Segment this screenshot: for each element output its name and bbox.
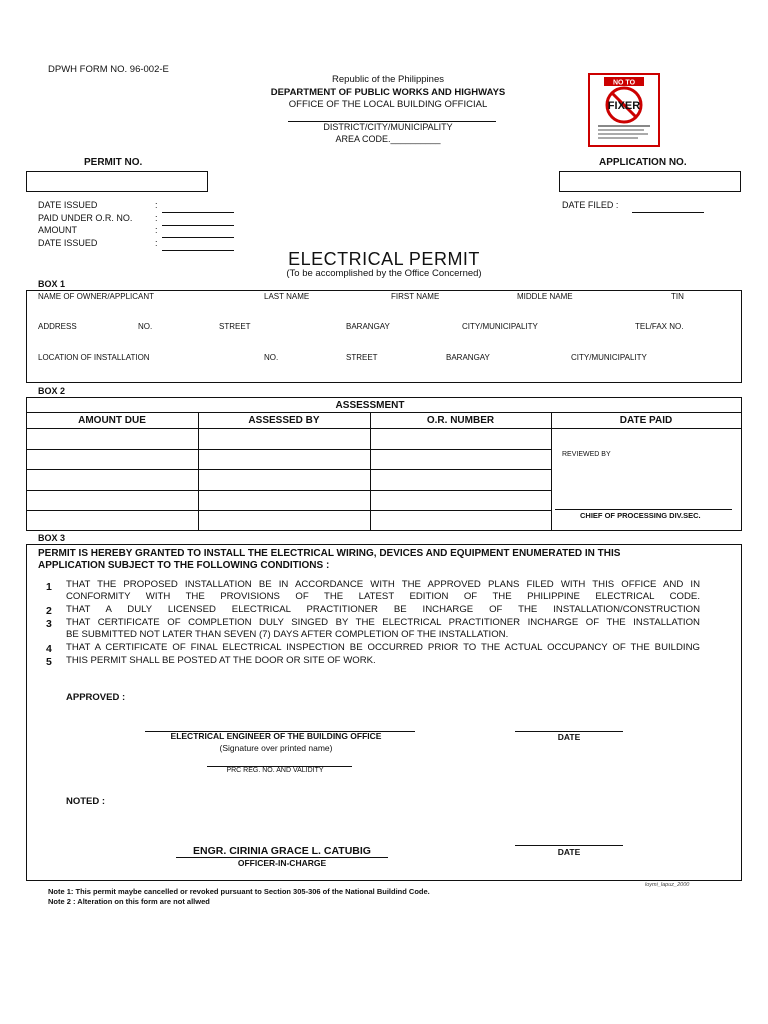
permit-no-label: PERMIT NO. [84,157,143,168]
colon: : [155,213,158,223]
no-fixer-logo [588,73,660,147]
republic-heading: Republic of the Philippines [332,74,444,85]
divider [551,412,552,531]
tin-label: TIN [671,292,684,301]
area-code-label: AREA CODE.__________ [335,134,441,144]
signature-note: (Signature over printed name) [219,743,333,753]
or-number-field[interactable] [162,225,234,226]
note-2: Note 2 : Alteration on this form are not allwed [48,897,210,906]
condition-number: 2 [46,605,52,617]
colon: : [155,238,158,248]
application-no-label: APPLICATION NO. [599,157,687,168]
date-issued-2-label: DATE ISSUED [38,238,98,248]
first-name-label: FIRST NAME [391,292,440,301]
officer-name: ENGR. CIRINIA GRACE L. CATUBIG [193,845,371,857]
approval-date-label: DATE [557,732,581,742]
office-heading: OFFICE OF THE LOCAL BUILDING OFFICIAL [288,99,488,110]
paid-under-label: PAID UNDER O.R. NO. [38,213,133,223]
box1-owner-info [26,290,742,383]
condition-text: BE SUBMITTED NOT LATER THAN SEVEN (7) DAYS AFTER COMPLETION OF THE INSTALLATION. [66,629,509,640]
location-city-label: CITY/MUNICIPALITY [571,353,647,362]
condition-text: THIS PERMIT SHALL BE POSTED AT THE DOOR OR SITE OF WORK. [66,655,376,666]
date-issued-field[interactable] [162,212,234,213]
location-label: LOCATION OF INSTALLATION [38,353,150,362]
chief-label: CHIEF OF PROCESSING DIV.SEC. [580,511,701,520]
divider [26,428,742,429]
condition-text: THAT THE PROPOSED INSTALLATION BE IN ACCORDANCE WITH THE APPROVED PLANS FILED WITH THIS OFFICE AND IN [66,579,700,590]
reviewed-by-label: REVIEWED BY [562,451,611,458]
page-subtitle: (To be accomplished by the Office Concerned) [286,268,482,279]
form-number: DPWH FORM NO. 96-002-E [48,64,169,75]
divider [198,412,199,531]
noted-date-label: DATE [557,847,581,857]
box1-label: BOX 1 [38,279,66,289]
condition-number: 4 [46,643,52,655]
note-1: Note 1: This permit maybe cancelled or revoked pursuant to Section 305-306 of the National Buildind Code. [48,887,430,896]
or-number-header: O.R. NUMBER [426,415,495,426]
box3-label: BOX 3 [38,533,66,543]
assessed-by-header: ASSESSED BY [248,415,320,426]
condition-number: 1 [46,581,52,593]
amount-field[interactable] [162,237,234,238]
condition-number: 5 [46,656,52,668]
divider [26,490,552,491]
address-city-label: CITY/MUNICIPALITY [462,322,538,331]
colon: : [155,225,158,235]
last-name-label: LAST NAME [264,292,310,301]
address-barangay-label: BARANGAY [346,322,390,331]
noted-label: NOTED : [66,796,106,807]
grant-text-line1: PERMIT IS HEREBY GRANTED TO INSTALL THE ELECTRICAL WIRING, DEVICES AND EQUIPMENT ENUMERATED IN THIS [38,548,621,559]
date-issued-label: DATE ISSUED [38,200,98,210]
date-issued-2-field[interactable] [162,250,234,251]
address-no-label: NO. [138,322,153,331]
noted-date-line[interactable] [515,845,623,846]
date-filed-field[interactable] [632,212,704,213]
colon: : [155,200,158,210]
district-label: DISTRICT/CITY/MUNICIPALITY [323,122,453,132]
date-paid-header: DATE PAID [619,415,673,426]
divider [26,469,552,470]
svg-text:NO TO: NO TO [612,79,636,87]
approved-label: APPROVED : [66,692,126,703]
grant-text-line2: APPLICATION SUBJECT TO THE FOLLOWING CONDITIONS : [38,560,330,571]
location-no-label: NO. [264,353,279,362]
assessment-heading: ASSESSMENT [335,400,405,411]
condition-text: CONFORMITY WITH THE PROVISIONS OF THE LATEST EDITION OF THE PHILIPPINE ELECTRICAL CODE. [66,591,700,602]
condition-text: THAT CERTIFICATE OF COMPLETION DULY SINGED BY THE ELECTRICAL PRACTITIONER INCHARGE OF THE INSTALLATION [66,617,700,628]
amount-label: AMOUNT [38,225,77,235]
reviewer-signature-line[interactable] [555,509,732,510]
owner-name-label: NAME OF OWNER/APPLICANT [38,292,155,301]
location-barangay-label: BARANGAY [446,353,490,362]
divider [26,510,552,511]
box2-label: BOX 2 [38,386,66,396]
permit-no-field[interactable] [26,171,208,192]
prc-label: PRC REG. NO. AND VALIDITY [226,767,324,774]
amount-due-header: AMOUNT DUE [78,415,146,426]
svg-text:FIXER: FIXER [607,100,641,112]
condition-text: THAT A CERTIFICATE OF FINAL ELECTRICAL INSPECTION BE OCCURRED PRIOR TO THE ACTUAL OCCUPANCY OF THE BUILDING [66,642,700,653]
application-no-field[interactable] [559,171,741,192]
page-title: ELECTRICAL PERMIT [288,249,480,269]
engineer-label: ELECTRICAL ENGINEER OF THE BUILDING OFFICE [170,731,382,741]
location-street-label: STREET [346,353,378,362]
address-street-label: STREET [219,322,251,331]
department-heading: DEPARTMENT OF PUBLIC WORKS AND HIGHWAYS [270,87,506,98]
date-filed-label: DATE FILED : [562,200,619,210]
divider [370,412,371,531]
address-label: ADDRESS [38,322,77,331]
condition-number: 3 [46,618,52,630]
officer-title: OFFICER-IN-CHARGE [237,858,327,868]
condition-text: THAT A DULY LICENSED ELECTRICAL PRACTITIONER BE INCHARGE OF THE INSTALLATION/CONSTRUCTION [66,604,700,615]
middle-name-label: MIDDLE NAME [517,292,573,301]
divider [26,412,742,413]
divider [26,449,552,450]
tel-fax-label: TEL/FAX NO. [635,322,684,331]
signature-mark: loymi_lapuz_2000 [645,882,690,888]
no-fixer-icon [590,75,658,145]
